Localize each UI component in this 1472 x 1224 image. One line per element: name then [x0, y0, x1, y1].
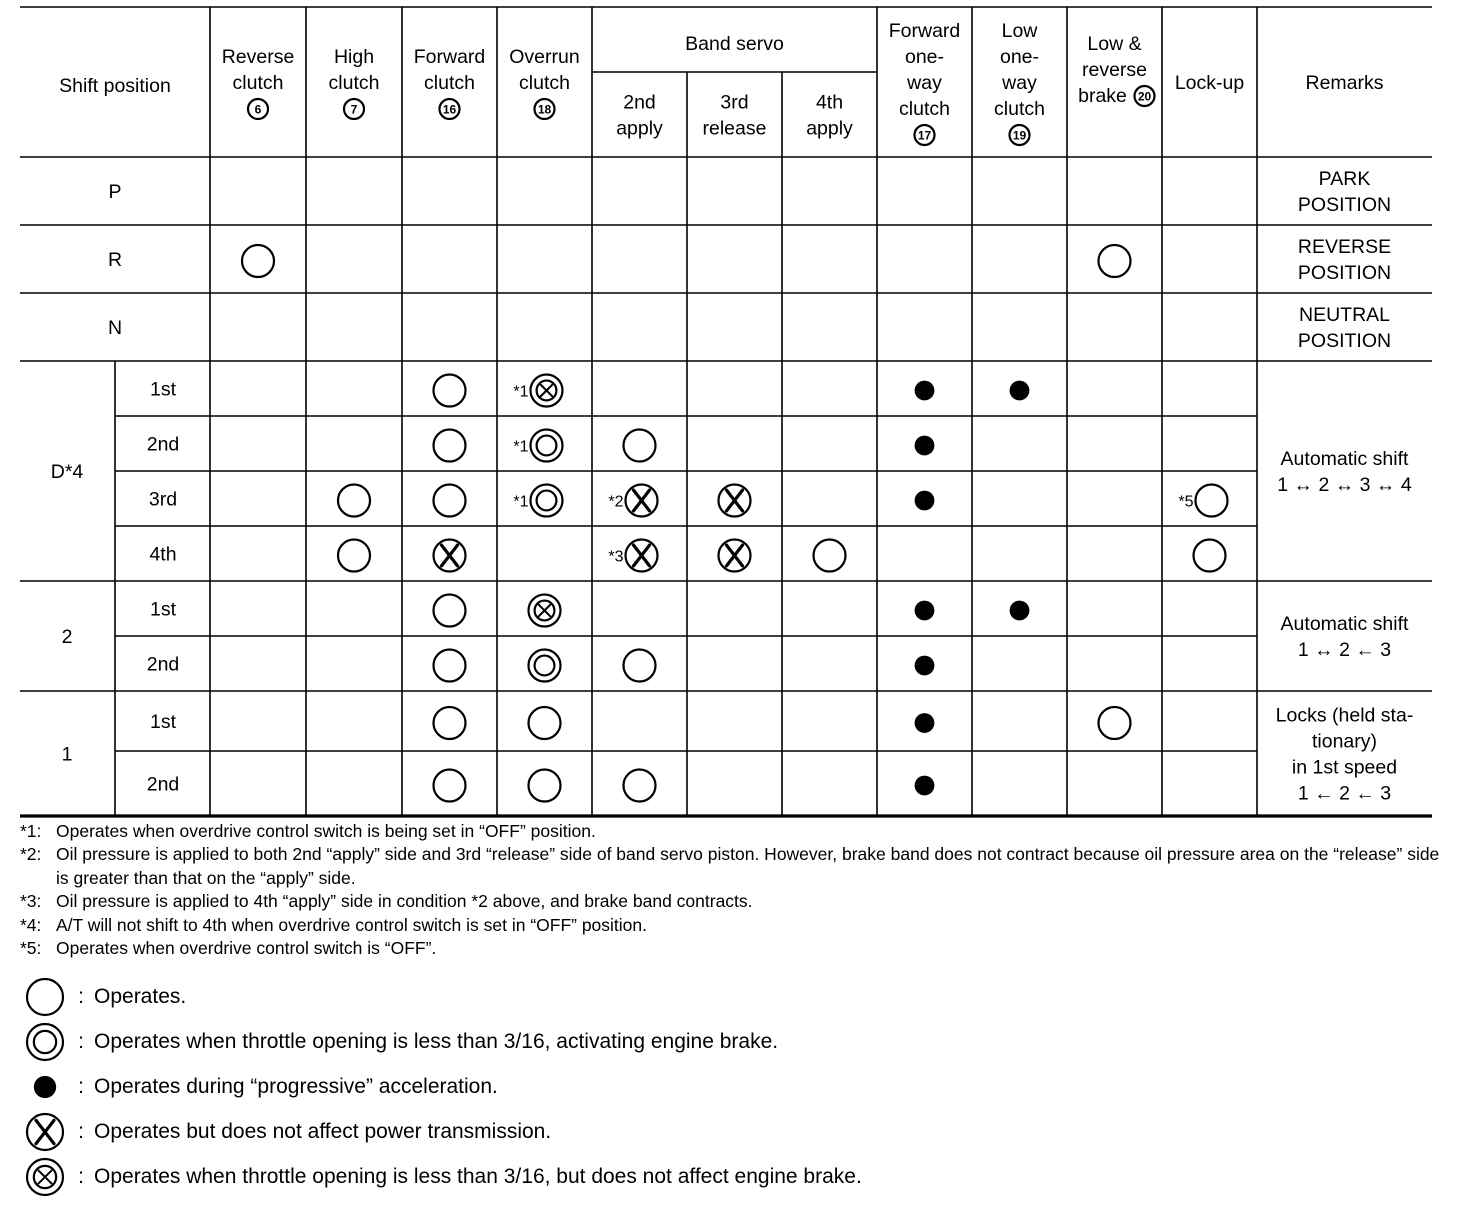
shift-position-label: D*4 [50, 461, 84, 483]
footnote-text: Operates when overdrive control switch is “OFF”. [56, 938, 437, 959]
column-header-text: 2nd [623, 91, 656, 114]
reference-number: 7 [350, 102, 358, 117]
dbl-symbol [529, 650, 561, 682]
remarks-text: 1 ↔ 2 ↔ 3 ↔ 4 [1277, 474, 1412, 496]
circle-symbol [624, 650, 656, 682]
gear-label: 2nd [146, 653, 180, 676]
remarks-text: Locks (held sta- [1275, 704, 1414, 727]
remarks-text: tionary) [1311, 730, 1378, 753]
legend-text: Operates when throttle opening is less than 3/16, but does not affect engine brake. [94, 1165, 862, 1188]
column-header-text: release [702, 117, 767, 140]
footnote-text: Operates when overdrive control switch is being set in “OFF” position. [56, 821, 596, 841]
remarks-text: in 1st speed [1291, 756, 1398, 779]
column-header [1078, 33, 1154, 107]
circle-symbol [814, 540, 846, 572]
dot-symbol [1010, 601, 1030, 621]
dot-symbol [915, 601, 935, 621]
remarks-text: POSITION [1297, 330, 1392, 352]
circle-symbol [434, 650, 466, 682]
footnote-key: *4: [20, 914, 42, 935]
shift-group [108, 304, 1391, 352]
footnote-marker: *1 [513, 438, 529, 456]
remarks-cell [1298, 236, 1391, 284]
column-header-text: apply [806, 117, 853, 140]
circle-legend-icon [24, 975, 68, 1019]
x-symbol [27, 1114, 63, 1150]
x-symbol [719, 540, 751, 572]
legend-item [24, 1110, 551, 1154]
column-header-text: Forward [413, 46, 486, 68]
legend-colon: : [78, 1120, 84, 1143]
circle-symbol [338, 540, 370, 572]
column-header [703, 92, 767, 140]
circle-symbol [434, 430, 466, 462]
column-header-text: Forward [888, 20, 961, 42]
shift-position-header: Shift position [59, 75, 171, 97]
band-servo-header: Band servo [685, 33, 784, 55]
remarks-text: 1 ← 2 ← 3 [1297, 782, 1392, 805]
column-header-text: Remarks [1305, 72, 1384, 94]
dot-legend-icon [24, 1065, 68, 1109]
remarks-text: REVERSE [1297, 236, 1392, 258]
xs-legend-icon [24, 1155, 68, 1199]
reference-number: 6 [254, 102, 262, 117]
dot-symbol [34, 1076, 56, 1098]
column-header-text: Low & [1087, 33, 1142, 55]
legend-colon: : [78, 1165, 84, 1188]
reference-number: 20 [1137, 89, 1152, 104]
gear-label: 1st [149, 598, 177, 621]
xs-symbol [531, 375, 563, 407]
xs-symbol [529, 595, 561, 627]
circle-symbol [1196, 485, 1228, 517]
dot-symbol [915, 713, 935, 733]
footnote-key: *5: [20, 938, 42, 959]
shift-group [62, 705, 1414, 805]
legend-text: Operates. [94, 985, 187, 1008]
gear-label: 2nd [146, 433, 180, 456]
dot-symbol [915, 776, 935, 796]
column-header-text: Lock-up [1174, 72, 1245, 94]
footnote-marker: *5 [1178, 493, 1194, 511]
remarks-text: POSITION [1297, 194, 1392, 216]
column-header-text: reverse [1081, 59, 1148, 81]
column-header-text: brake [1078, 85, 1127, 107]
column-header-text: way [907, 72, 942, 94]
x-symbol [434, 540, 466, 572]
column-header-text: apply [616, 117, 663, 140]
shift-group [108, 236, 1391, 284]
footnote-text: Oil pressure is applied to 4th “apply” side in condition *2 above, and brake band contracts. [56, 891, 753, 912]
circle-symbol [242, 245, 274, 277]
circle-symbol [1099, 245, 1131, 277]
column-header-text: Overrun [509, 46, 580, 68]
column-header-text: Low [1001, 20, 1038, 42]
column-header [1175, 72, 1245, 94]
footnote-marker: *3 [608, 548, 624, 566]
circle-symbol [338, 485, 370, 517]
dbl-legend-icon [24, 1020, 68, 1064]
footnote-marker: *1 [513, 383, 529, 401]
column-header [329, 46, 380, 119]
dot-symbol [915, 381, 935, 401]
column-header [414, 46, 486, 119]
remarks-text: Automatic shift [1280, 613, 1409, 635]
x-symbol [626, 540, 658, 572]
circle-symbol [434, 707, 466, 739]
gear-label: 1st [149, 378, 177, 401]
footnote-text: Oil pressure is applied to both 2nd “apply” side and 3rd “release” side of band servo piston. However, brake band does not contract because oil pressure area on the “release” side is greater than that on the “apply” side. [56, 844, 1440, 888]
column-header-text: clutch [899, 98, 950, 120]
gear-label: 2nd [146, 773, 180, 796]
footnote [20, 937, 1440, 960]
dot-symbol [1010, 381, 1030, 401]
column-header-text: clutch [994, 98, 1045, 120]
remarks-cell [1276, 705, 1414, 805]
circle-symbol [434, 485, 466, 517]
dbl-symbol [531, 485, 563, 517]
footnote-marker: *1 [513, 493, 529, 511]
legend-item [24, 975, 186, 1019]
remarks-text: Automatic shift [1280, 448, 1409, 470]
gear-label: 3rd [148, 488, 178, 511]
shift-position-label: P [108, 181, 122, 203]
column-header-text: clutch [328, 72, 380, 94]
gear-label: 4th [149, 543, 177, 566]
column-header [222, 46, 295, 119]
reference-number: 18 [537, 102, 552, 117]
x-symbol [626, 485, 658, 517]
circle-symbol [624, 770, 656, 802]
column-header-text: way [1002, 72, 1037, 94]
legend-text: Operates but does not affect power transmission. [94, 1120, 552, 1143]
column-header-text: Reverse [221, 46, 295, 68]
column-header-text: 3rd [720, 91, 749, 114]
column-header [509, 46, 579, 119]
footnote-text: A/T will not shift to 4th when overdrive control switch is set in “OFF” position. [56, 914, 648, 935]
circle-symbol [529, 770, 561, 802]
legend-colon: : [78, 985, 84, 1008]
footnote-key: *1: [20, 821, 42, 841]
remarks-cell [1298, 304, 1391, 352]
remarks-cell [1281, 613, 1409, 661]
column-header [616, 92, 663, 140]
shift-group [51, 375, 1412, 572]
circle-symbol [529, 707, 561, 739]
legend-item [24, 1065, 498, 1109]
footnote [20, 890, 1440, 913]
legend-text: Operates during “progressive” acceleration. [94, 1075, 498, 1098]
shift-group [62, 595, 1409, 682]
legend-colon: : [78, 1030, 84, 1053]
column-header [1305, 72, 1383, 94]
dbl-symbol [27, 1024, 63, 1060]
reference-number: 16 [442, 102, 457, 117]
reference-number: 17 [917, 128, 932, 143]
legend-item [24, 1155, 862, 1199]
remarks-cell [1277, 448, 1412, 496]
shift-position-label: R [107, 249, 123, 271]
column-header-text: clutch [424, 72, 475, 94]
footnote-key: *3: [20, 891, 42, 912]
shift-group [108, 168, 1391, 216]
xs-symbol [27, 1159, 63, 1195]
shift-position-label: 2 [61, 626, 73, 648]
column-header-text: 4th [815, 91, 844, 114]
column-header-text: one- [999, 46, 1040, 68]
x-symbol [719, 485, 751, 517]
dot-symbol [915, 436, 935, 456]
footnote [20, 820, 1440, 843]
dot-symbol [915, 656, 935, 676]
shift-position-label: 1 [61, 743, 73, 766]
column-header-text: clutch [519, 72, 570, 94]
remarks-text: PARK [1318, 168, 1371, 190]
remarks-text: POSITION [1297, 262, 1392, 284]
reference-number: 19 [1012, 128, 1027, 143]
footnote-marker: *2 [608, 493, 624, 511]
circle-symbol [27, 979, 63, 1015]
column-header-text: High [333, 46, 375, 68]
x-legend-icon [24, 1110, 68, 1154]
dbl-symbol [531, 430, 563, 462]
circle-symbol [434, 770, 466, 802]
shift-position-label: N [107, 317, 123, 339]
footnote-key: *2: [20, 844, 42, 865]
footnotes [20, 820, 1440, 960]
table-header [59, 20, 1384, 145]
remarks-text: NEUTRAL [1298, 304, 1391, 326]
circle-symbol [1194, 540, 1226, 572]
legend-item [24, 1020, 778, 1064]
legend-text: Operates when throttle opening is less than 3/16, activating engine brake. [94, 1030, 779, 1053]
remarks-cell [1298, 168, 1391, 216]
footnote [20, 914, 1440, 937]
circle-symbol [434, 375, 466, 407]
column-header [889, 20, 961, 145]
column-header-text: clutch [232, 72, 284, 94]
circle-symbol [434, 595, 466, 627]
column-header-text: one- [904, 46, 945, 68]
table-body [51, 168, 1414, 805]
footnote [20, 843, 1440, 890]
column-header [994, 20, 1045, 145]
column-header [806, 92, 853, 140]
gear-label: 1st [149, 711, 177, 733]
circle-symbol [624, 430, 656, 462]
remarks-text: 1 ↔ 2 ← 3 [1297, 639, 1392, 661]
legend-colon: : [78, 1075, 84, 1098]
dot-symbol [915, 491, 935, 511]
circle-symbol [1099, 707, 1131, 739]
